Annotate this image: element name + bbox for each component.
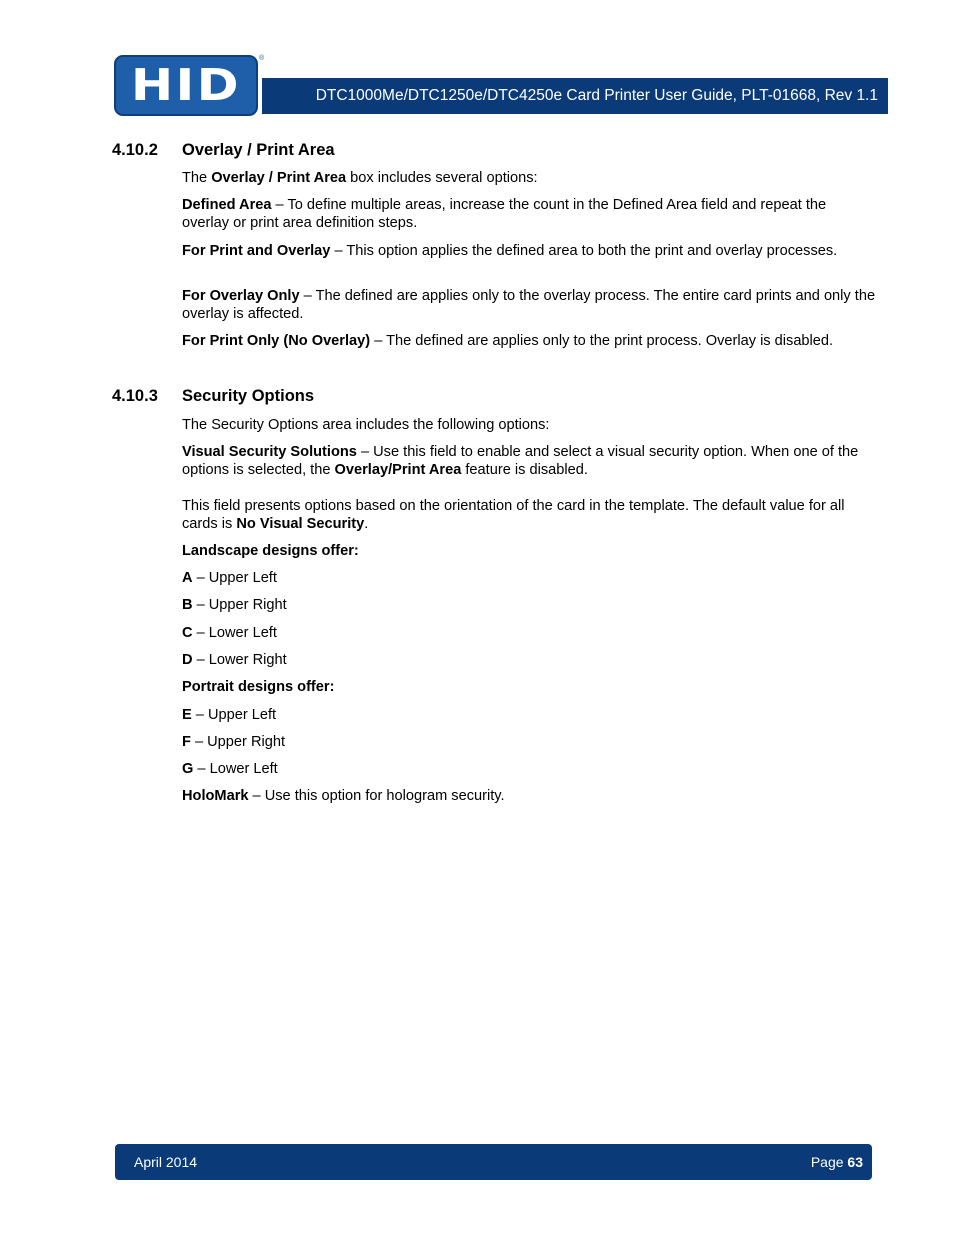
bold-term: For Print Only (No Overlay) [182,333,371,349]
bold-term: Overlay / Print Area [211,170,347,186]
option-text: – Upper Right [190,734,286,750]
bold-term: For Print and Overlay [182,243,331,259]
header-bar [262,78,888,114]
section-title: Overlay / Print Area [182,141,335,159]
overlay-only-paragraph [182,287,877,323]
print-only-paragraph [182,332,877,350]
text: – The defined are applies only to the print process. Overlay is disabled. [370,333,834,349]
bold-term: No Visual Security [236,516,365,532]
overlay-intro [182,169,877,187]
option-text: – Upper Left [191,707,277,723]
registered-mark: ® [259,55,265,62]
text: . [364,516,369,532]
text: – This option applies the defined area to both the print and overlay processes. [330,243,838,259]
security-intro: The Security Options area includes the following options: [182,417,550,433]
option-text: – Lower Left [193,761,278,777]
landscape-heading [182,542,877,560]
option-text: – Lower Left [192,625,277,641]
option-item [182,706,877,724]
bold-term: Portrait designs offer: [182,679,335,695]
option-item [182,624,877,642]
option-item [182,596,877,614]
page-label: Page [810,1154,848,1170]
print-and-overlay-paragraph [182,242,877,260]
bold-term: Landscape designs offer: [182,543,359,559]
bold-term: Visual Security Solutions [182,444,357,460]
section-number: 4.10.3 [112,387,158,405]
section-title: Security Options [182,387,315,405]
bold-term: Defined Area [182,197,272,213]
text: feature is disabled. [461,462,588,478]
text: – Use this option for hologram security. [248,788,505,804]
option-letter: A [182,570,193,586]
text: – To define multiple areas, increase the count in the Defined Area field and repeat the overlay or print area definition steps. [182,197,827,231]
option-item [182,733,877,751]
footer-bar [115,1144,872,1180]
option-text: – Upper Right [192,597,287,613]
bold-term: For Overlay Only [182,288,300,304]
logo-text: HID [130,59,242,111]
option-letter: D [182,652,193,668]
bold-term: HoloMark [182,788,249,804]
option-text: – Lower Right [192,652,287,668]
defined-area-paragraph [182,196,877,232]
page-number: 63 [847,1154,863,1170]
field-orientation-paragraph [182,497,877,533]
option-letter: B [182,597,193,613]
holomark-paragraph [182,787,877,805]
text: box includes several options: [346,170,538,186]
option-letter: C [182,625,193,641]
option-item [182,760,877,778]
text: – The defined are applies only to the overlay process. The entire card prints and only the overlay is affected. [182,288,876,322]
section-heading-4-10-2 [112,141,335,160]
option-letter: F [182,734,191,750]
option-text: – Upper Left [192,570,277,586]
hid-logo [114,55,258,116]
footer-date: April 2014 [134,1154,198,1170]
option-letter: G [182,761,194,777]
option-item [182,651,877,669]
option-letter: E [182,707,192,723]
text: The [182,170,212,186]
document-title: DTC1000Me/DTC1250e/DTC4250e Card Printer User Guide, PLT-01668, Rev 1.1 [315,87,878,104]
section-heading-4-10-3 [112,387,314,406]
text: – Use this field to enable and select a visual security option. When one of the options is selected, the [182,444,859,478]
option-item [182,569,877,587]
visual-security-paragraph [182,443,877,479]
footer-page [811,1154,863,1170]
text: This field presents options based on the orientation of the card in the template. The default value for all cards is [182,498,845,532]
section-number: 4.10.2 [112,141,158,159]
bold-term: Overlay/Print Area [334,462,462,478]
portrait-heading [182,678,877,696]
